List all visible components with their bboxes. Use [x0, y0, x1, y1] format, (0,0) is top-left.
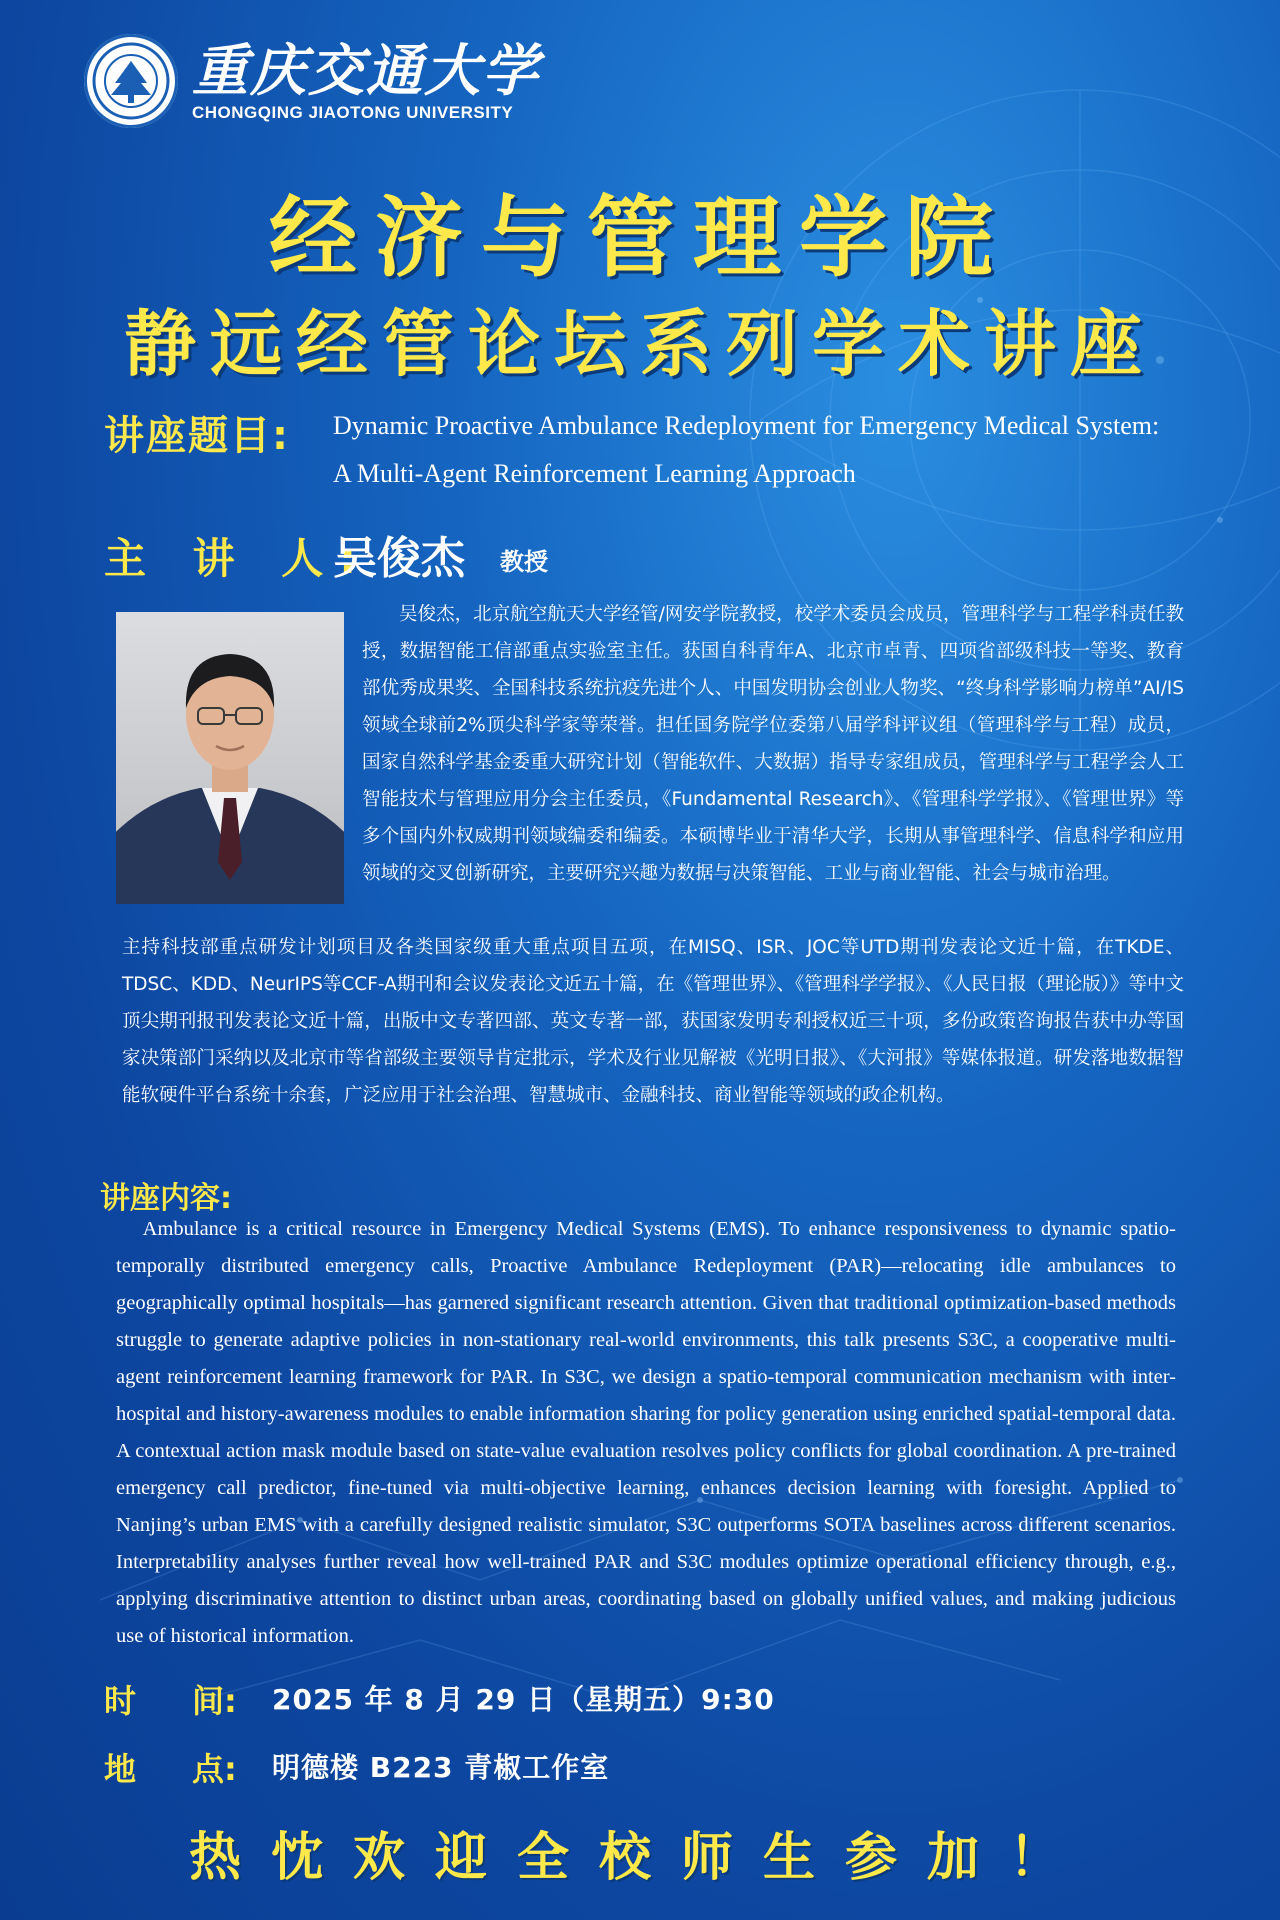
time-label-a: 时: [104, 1682, 137, 1720]
content-label: 讲座内容:: [100, 1181, 232, 1216]
university-logo: [84, 34, 540, 128]
time-label-b: 间:: [192, 1682, 237, 1720]
page-subtitle: 静远经管论坛系列学术讲座: [123, 302, 1156, 386]
speaker-name: 吴俊杰: [333, 533, 465, 584]
university-name-cn: 重庆交通大学: [192, 38, 540, 104]
time-value: 2025 年 8 月 29 日（星期五）9:30: [272, 1683, 775, 1716]
time-label: [104, 1676, 237, 1722]
speaker-bio-part1: 吴俊杰，北京航空航天大学经管/网安学院教授，校学术委员会成员，管理科学与工程学科责任教授，数据智能工信部重点实验室主任。获国自科青年A、北京市卓青、四项省部级科技一等奖、教育部优秀成果奖、全国科技系统抗疫先进个人、中国发明协会创业人物奖、“终身科学影响力榜单”AI/IS领域全球前2%顶尖科学家等荣誉。担任国务院学位委第八届学科评议组（管理科学与工程）成员，国家自然科学基金委重大研究计划（智能软件、大数据）指导专家组成员，管理科学与工程学会人工智能技术与管理应用分会主任委员，《Fundamental Research》、《管理科学学报》、《管理世界》等多个国内外权威期刊领域编委和编委。本硕博毕业于清华大学，长期从事管理科学、信息科学和应用领域的交叉创新研究，主要研究兴趣为数据与决策智能、工业与商业智能、社会与城市治理。: [362, 604, 1184, 884]
topic-line: A Multi-Agent Reinforcement Learning Approach: [333, 459, 856, 488]
topic-title: [333, 402, 1233, 498]
topic-label: 讲座题目:: [104, 413, 290, 459]
place-label: [104, 1744, 237, 1790]
welcome-banner: 热忱欢迎全校师生参加！: [188, 1828, 1091, 1888]
speaker-label: 主 讲 人:: [104, 534, 373, 583]
speaker-title: 教授: [500, 548, 548, 576]
university-seal-icon: [84, 34, 178, 128]
lecture-abstract: Ambulance is a critical resource in Emergency Medical Systems (EMS). To enhance responsiveness to dynamic spatio-temporally distributed emergency calls, Proactive Ambulance Redeployment (PAR)—relocating idle ambulances to geographically optimal hospitals—has garnered significant research attention. Given that traditional optimization-based methods struggle to generate adaptive policies in non-stationary real-world environments, this talk presents S3C, a cooperative multi-agent reinforcement learning framework for PAR. In S3C, we design a spatio-temporal communication mechanism with inter-hospital and history-awareness modules to enable information sharing for policy generation using enriched spatial-temporal data. A contextual action mask module based on state-value evaluation resolves policy conflicts for global coordination. A pre-trained emergency call predictor, fine-tuned via multi-objective learning, enhances decision learning with foresight. Applied to Nanjing’s urban EMS with a carefully designed realistic simulator, S3C outperforms SOTA baselines across different scenarios. Interpretability analyses further reveal how well-trained PAR and S3C modules optimize operational efficiency through, e.g., applying discriminative attention to distinct urban areas, coordinating based on globally unified values, and making judicious use of historical information.: [116, 1218, 1176, 1647]
page-title: 经济与管理学院: [268, 186, 1011, 289]
place-label-b: 点:: [192, 1750, 237, 1788]
place-label-a: 地: [104, 1750, 137, 1788]
topic-line: Dynamic Proactive Ambulance Redeployment for Emergency Medical System:: [333, 411, 1160, 440]
place-value: 明德楼 B223 青椒工作室: [272, 1751, 610, 1784]
speaker-photo: [116, 612, 344, 904]
university-name-en: CHONGQING JIAOTONG UNIVERSITY: [192, 103, 514, 122]
speaker-bio-part2: 主持科技部重点研发计划项目及各类国家级重大重点项目五项，在MISQ、ISR、JOC等UTD期刊发表论文近十篇，在TKDE、TDSC、KDD、NeurIPS等CCF-A期刊和会议发表论文近五十篇，在《管理世界》、《管理科学学报》、《人民日报（理论版）》等中文顶尖期刊报刊发表论文近十篇，出版中文专著四部、英文专著一部，获国家发明专利授权近三十项，多份政策咨询报告获中办等国家决策部门采纳以及北京市等省部级主要领导肯定批示，学术及行业见解被《光明日报》、《大河报》等媒体报道。研发落地数据智能软硬件平台系统十余套，广泛应用于社会治理、智慧城市、金融科技、商业智能等领域的政企机构。: [122, 937, 1184, 1106]
